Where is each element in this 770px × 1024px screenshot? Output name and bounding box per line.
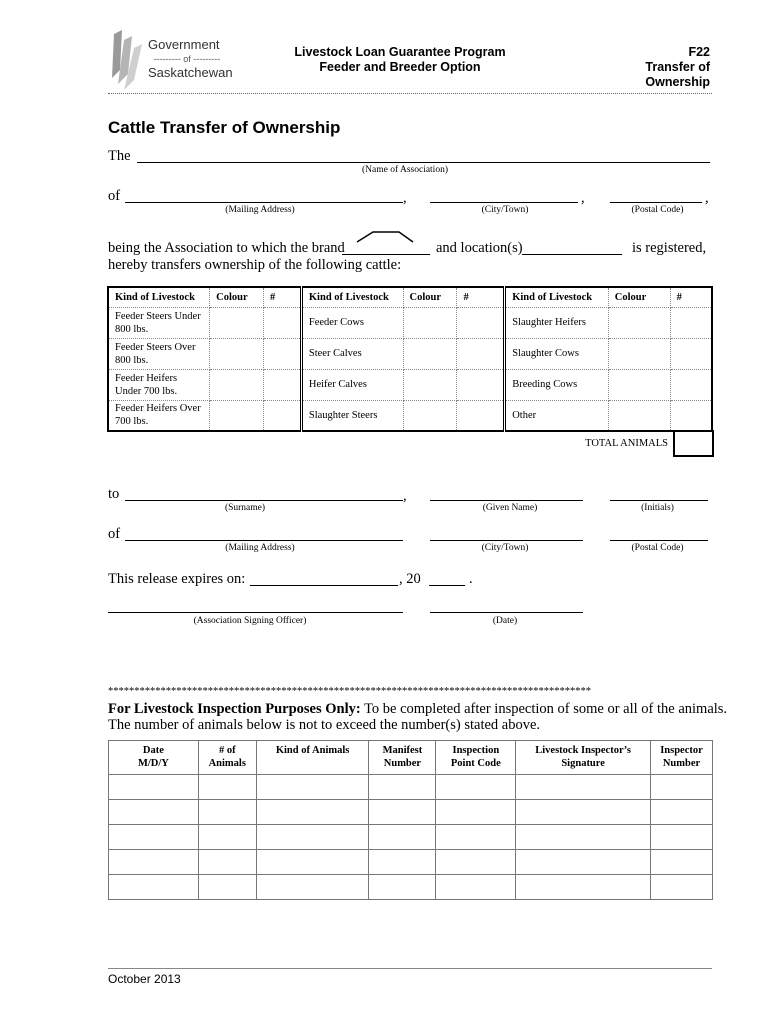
- cell[interactable]: [651, 800, 713, 825]
- livestock-kind: Feeder Heifers Under 700 lbs.: [108, 369, 210, 400]
- date-caption: (Date): [492, 616, 518, 626]
- col-count-3: #: [670, 287, 712, 307]
- cell[interactable]: [651, 850, 713, 875]
- given-name-field[interactable]: [430, 500, 583, 501]
- brand-mark-icon: [355, 230, 415, 244]
- colour-cell[interactable]: [210, 338, 264, 369]
- col-colour-3: Colour: [608, 287, 670, 307]
- table-row: [108, 369, 712, 400]
- count-cell[interactable]: [670, 369, 712, 400]
- inspection-note: The number of animals below is not to exceed the number(s) stated above.: [108, 717, 541, 733]
- count-cell[interactable]: [457, 369, 505, 400]
- livestock-kind: Slaughter Heifers: [505, 307, 609, 338]
- colour-cell[interactable]: [210, 369, 264, 400]
- cell[interactable]: [369, 850, 436, 875]
- livestock-kind: Feeder Cows: [301, 307, 403, 338]
- cell[interactable]: [256, 825, 369, 850]
- count-cell[interactable]: [670, 400, 712, 431]
- cell[interactable]: [651, 875, 713, 900]
- livestock-kind: Feeder Steers Under 800 lbs.: [108, 307, 210, 338]
- brand-field[interactable]: [342, 254, 430, 255]
- count-cell[interactable]: [670, 338, 712, 369]
- year-prefix: , 20: [399, 571, 421, 587]
- association-name-caption: (Name of Association): [361, 165, 448, 175]
- inspection-table: [108, 740, 713, 900]
- city-town-field[interactable]: [430, 540, 583, 541]
- livestock-kind: Slaughter Steers: [301, 400, 403, 431]
- inspection-heading: [108, 701, 727, 718]
- initials-caption: (Initials): [641, 503, 674, 513]
- cell[interactable]: [369, 800, 436, 825]
- comma: ,: [403, 190, 407, 206]
- table-row: [109, 775, 713, 800]
- comma: ,: [581, 190, 585, 206]
- postal-code-caption: (Postal Code): [631, 543, 684, 553]
- livestock-kind: Slaughter Cows: [505, 338, 609, 369]
- col-inspector-number: Inspector Number: [651, 741, 713, 775]
- registered-text: is registered,: [632, 240, 707, 256]
- expiry-year-field[interactable]: [429, 585, 465, 586]
- colour-cell[interactable]: [210, 307, 264, 338]
- form-code: F22 Transfer of Ownership: [645, 45, 710, 89]
- city-town-caption: (City/Town): [481, 543, 529, 553]
- surname-caption: (Surname): [224, 503, 266, 513]
- col-num-animals: # of Animals: [198, 741, 256, 775]
- livestock-table: [107, 286, 713, 432]
- cell[interactable]: [651, 825, 713, 850]
- postal-code-field[interactable]: [610, 540, 708, 541]
- livestock-kind: Breeding Cows: [505, 369, 609, 400]
- location-field[interactable]: [522, 254, 622, 255]
- to-label: to: [108, 486, 120, 502]
- col-manifest: Manifest Number: [369, 741, 436, 775]
- count-cell[interactable]: [264, 307, 302, 338]
- col-date: Date M/D/Y: [109, 741, 199, 775]
- inspection-heading-rest: To be completed after inspection of some or all of the animals.: [360, 701, 728, 717]
- inspection-header-row: [109, 741, 713, 775]
- surname-field[interactable]: [125, 500, 403, 501]
- colour-cell[interactable]: [210, 400, 264, 431]
- city-town-caption: (City/Town): [481, 205, 529, 215]
- total-animals-label: TOTAL ANIMALS: [585, 438, 668, 449]
- of-label: of: [108, 526, 121, 542]
- colour-cell[interactable]: [608, 338, 670, 369]
- postal-code-field[interactable]: [610, 202, 702, 203]
- cell[interactable]: [198, 825, 256, 850]
- cell[interactable]: [198, 775, 256, 800]
- count-cell[interactable]: [264, 400, 302, 431]
- cell[interactable]: [516, 850, 651, 875]
- page-title: Cattle Transfer of Ownership: [108, 118, 341, 137]
- cell[interactable]: [436, 775, 516, 800]
- cell[interactable]: [198, 875, 256, 900]
- of-label: of: [108, 188, 121, 204]
- table-row: [108, 400, 712, 431]
- table-row: [109, 825, 713, 850]
- mailing-address-field[interactable]: [125, 540, 403, 541]
- program-title: Livestock Loan Guarantee Program Feeder and Breeder Option: [294, 45, 506, 74]
- period: .: [469, 571, 473, 587]
- mailing-address-caption: (Mailing Address): [225, 205, 295, 215]
- cell[interactable]: [256, 850, 369, 875]
- table-row: [109, 875, 713, 900]
- total-animals-field[interactable]: [673, 430, 714, 457]
- colour-cell[interactable]: [608, 369, 670, 400]
- cell[interactable]: [109, 850, 199, 875]
- livestock-kind: Other: [505, 400, 609, 431]
- colour-cell[interactable]: [403, 338, 457, 369]
- cell[interactable]: [109, 800, 199, 825]
- initials-field[interactable]: [610, 500, 708, 501]
- release-text: This release expires on:: [108, 571, 246, 587]
- cell[interactable]: [256, 775, 369, 800]
- signing-officer-field[interactable]: [108, 612, 403, 613]
- livestock-kind: Heifer Calves: [301, 369, 403, 400]
- col-kind-2: Kind of Livestock: [301, 287, 403, 307]
- brand-text: being the Association to which the brand: [108, 240, 345, 256]
- cell[interactable]: [436, 850, 516, 875]
- col-inspection-point: Inspection Point Code: [436, 741, 516, 775]
- expiry-date-field[interactable]: [250, 585, 398, 586]
- cell[interactable]: [436, 825, 516, 850]
- cell[interactable]: [109, 775, 199, 800]
- cell[interactable]: [109, 825, 199, 850]
- the-label: The: [108, 148, 131, 164]
- postal-code-caption: (Postal Code): [631, 205, 684, 215]
- cell[interactable]: [436, 875, 516, 900]
- cell[interactable]: [369, 875, 436, 900]
- header-divider: [108, 93, 712, 94]
- table-row: [109, 850, 713, 875]
- livestock-kind: Feeder Heifers Over 700 lbs.: [108, 400, 210, 431]
- colour-cell[interactable]: [403, 369, 457, 400]
- footer-date: October 2013: [108, 972, 181, 986]
- colour-cell[interactable]: [608, 400, 670, 431]
- table-row: [108, 307, 712, 338]
- col-inspector-signature: Livestock Inspector’s Signature: [516, 741, 651, 775]
- cell[interactable]: [369, 775, 436, 800]
- count-cell[interactable]: [264, 338, 302, 369]
- col-count-1: #: [264, 287, 302, 307]
- col-kind-1: Kind of Livestock: [108, 287, 210, 307]
- cell[interactable]: [436, 800, 516, 825]
- cell[interactable]: [198, 800, 256, 825]
- separator-stars: ********************************************************************************************: [108, 686, 591, 697]
- count-cell[interactable]: [457, 307, 505, 338]
- cell[interactable]: [516, 775, 651, 800]
- colour-cell[interactable]: [403, 307, 457, 338]
- count-cell[interactable]: [457, 338, 505, 369]
- cell[interactable]: [369, 825, 436, 850]
- cell[interactable]: [516, 875, 651, 900]
- colour-cell[interactable]: [403, 400, 457, 431]
- cell[interactable]: [516, 825, 651, 850]
- colour-cell[interactable]: [608, 307, 670, 338]
- cell[interactable]: [516, 800, 651, 825]
- city-town-field[interactable]: [430, 202, 578, 203]
- col-kind-animals: Kind of Animals: [256, 741, 369, 775]
- livestock-header-row: [108, 287, 712, 307]
- comma: ,: [403, 488, 407, 504]
- transfer-text: hereby transfers ownership of the following cattle:: [108, 257, 402, 273]
- location-text: and location(s): [436, 240, 523, 256]
- cell[interactable]: [256, 800, 369, 825]
- cell[interactable]: [651, 775, 713, 800]
- table-row: [108, 338, 712, 369]
- footer-divider: [108, 968, 712, 969]
- col-kind-3: Kind of Livestock: [505, 287, 609, 307]
- mailing-address-field[interactable]: [125, 202, 403, 203]
- signing-officer-caption: (Association Signing Officer): [193, 616, 307, 626]
- cell[interactable]: [109, 875, 199, 900]
- cell[interactable]: [256, 875, 369, 900]
- logo-text: Government --------- of --------- Saskatchewan: [148, 37, 233, 80]
- count-cell[interactable]: [670, 307, 712, 338]
- table-row: [109, 800, 713, 825]
- livestock-kind: Feeder Steers Over 800 lbs.: [108, 338, 210, 369]
- count-cell[interactable]: [457, 400, 505, 431]
- inspection-heading-bold: For Livestock Inspection Purposes Only:: [108, 701, 361, 717]
- date-field[interactable]: [430, 612, 583, 613]
- col-colour-1: Colour: [210, 287, 264, 307]
- mailing-address-caption: (Mailing Address): [225, 543, 295, 553]
- given-name-caption: (Given Name): [482, 503, 538, 513]
- count-cell[interactable]: [264, 369, 302, 400]
- col-colour-2: Colour: [403, 287, 457, 307]
- association-name-field[interactable]: [137, 162, 710, 163]
- col-count-2: #: [457, 287, 505, 307]
- comma: ,: [705, 190, 709, 206]
- livestock-kind: Steer Calves: [301, 338, 403, 369]
- cell[interactable]: [198, 850, 256, 875]
